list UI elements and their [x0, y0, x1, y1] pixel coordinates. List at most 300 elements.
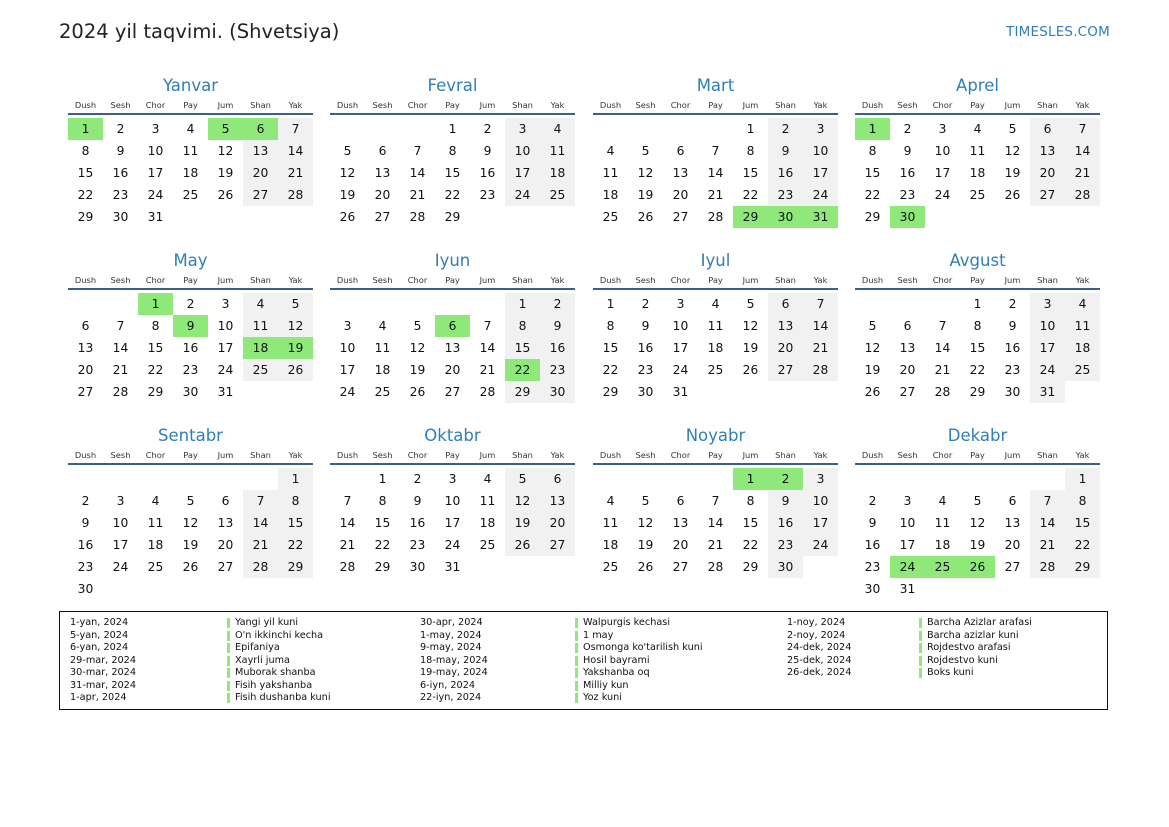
- day-cell: 15: [1065, 512, 1100, 534]
- empty-day-cell: [925, 578, 960, 600]
- holiday-name: Epifaniya: [235, 642, 280, 653]
- day-cell: 5: [505, 468, 540, 490]
- day-cell: 27: [444, 385, 461, 399]
- month-name: Avgust: [949, 251, 1006, 270]
- weekday-label: Pay: [445, 100, 460, 110]
- holiday-day-cell: 1: [855, 118, 890, 140]
- week-row: [855, 490, 1100, 512]
- empty-day-cell: [540, 556, 575, 578]
- holiday-date: 1-apr, 2024: [70, 692, 127, 703]
- day-cell: 26: [864, 385, 881, 399]
- day-cell: 11: [147, 516, 164, 530]
- day-cell: 9: [81, 516, 90, 530]
- weekday-label: Jum: [217, 450, 234, 460]
- empty-day-cell: [330, 468, 365, 490]
- month-divider: [593, 113, 838, 115]
- day-cell: 17: [934, 166, 951, 180]
- weekday-label: Yak: [1075, 100, 1090, 110]
- empty-day-cell: [768, 381, 803, 403]
- empty-day-cell: [593, 118, 628, 140]
- month-avgust: [855, 250, 1100, 403]
- weekday-label: Chor: [670, 450, 691, 460]
- weekday-label: Sesh: [897, 450, 918, 460]
- day-cell: 28: [479, 385, 496, 399]
- week-row: [593, 118, 838, 140]
- day-cell: 19: [339, 188, 356, 202]
- day-cell: 13: [1030, 140, 1065, 162]
- day-cell: 30: [540, 381, 575, 403]
- day-cell: 16: [409, 516, 426, 530]
- day-cell: 29: [278, 556, 313, 578]
- day-cell: 3: [803, 468, 838, 490]
- day-cell: 16: [112, 166, 129, 180]
- holiday-date: 2-noy, 2024: [787, 629, 846, 641]
- day-cell: 15: [374, 516, 391, 530]
- holiday-dates-column: [70, 617, 136, 705]
- holiday-name: Yangi yil kuni: [235, 617, 299, 628]
- day-cell: 8: [1065, 490, 1100, 512]
- weekday-header: [593, 97, 838, 113]
- weekday-label: Sesh: [110, 275, 131, 285]
- empty-day-cell: [470, 293, 505, 315]
- empty-day-cell: [243, 468, 278, 490]
- weekday-label: Shan: [1037, 100, 1058, 110]
- empty-day-cell: [855, 468, 890, 490]
- day-cell: 29: [444, 210, 461, 224]
- holiday-marker: [227, 656, 230, 666]
- month-divider: [68, 463, 313, 465]
- weekday-label: Shan: [775, 450, 796, 460]
- day-cell: 8: [448, 144, 457, 158]
- month-divider: [330, 113, 575, 115]
- day-cell: 27: [1030, 184, 1065, 206]
- weekday-label: Chor: [932, 450, 953, 460]
- day-cell: 25: [243, 359, 278, 381]
- day-cell: 11: [602, 516, 619, 530]
- holiday-day-cell: 1: [68, 118, 103, 140]
- day-cell: 1: [505, 293, 540, 315]
- empty-day-cell: [593, 468, 628, 490]
- day-cell: 16: [77, 538, 94, 552]
- weekday-label: Sesh: [372, 100, 393, 110]
- day-cell: 31: [1030, 381, 1065, 403]
- day-cell: 22: [742, 188, 759, 202]
- holiday-name: Fisih dushanba kuni: [235, 692, 331, 703]
- day-cell: 5: [278, 293, 313, 315]
- weekday-label: Pay: [183, 275, 198, 285]
- day-cell: 15: [278, 512, 313, 534]
- day-cell: 10: [339, 341, 356, 355]
- day-cell: 27: [899, 385, 916, 399]
- empty-day-cell: [1065, 206, 1100, 228]
- day-cell: 8: [151, 319, 160, 333]
- weekday-header: [68, 447, 313, 463]
- week-row: [330, 206, 575, 228]
- day-cell: 12: [278, 315, 313, 337]
- weekday-label: Dush: [336, 450, 359, 460]
- empty-day-cell: [663, 118, 698, 140]
- week-row: [68, 468, 313, 490]
- weekday-label: Jum: [742, 100, 759, 110]
- month-divider: [855, 113, 1100, 115]
- day-cell: 28: [803, 359, 838, 381]
- day-cell: 9: [768, 140, 803, 162]
- holiday-name: Barcha azizlar kuni: [927, 629, 1019, 641]
- day-cell: 7: [711, 494, 720, 508]
- holiday-day-cell: 6: [243, 118, 278, 140]
- holiday-date: 6-yan, 2024: [70, 642, 129, 653]
- day-cell: 5: [641, 144, 650, 158]
- day-cell: 26: [182, 560, 199, 574]
- empty-day-cell: [698, 381, 733, 403]
- weekday-label: Dush: [336, 275, 359, 285]
- holiday-name: Hosil bayrami: [583, 654, 650, 666]
- weekday-label: Chor: [145, 275, 166, 285]
- holiday-name: Rojdestvo kuni: [927, 654, 998, 666]
- holiday-day-cell: 30: [768, 206, 803, 228]
- day-cell: 14: [409, 166, 426, 180]
- week-row: [68, 140, 313, 162]
- day-cell: 9: [641, 319, 650, 333]
- holiday-marker: [575, 681, 578, 691]
- empty-day-cell: [330, 118, 365, 140]
- day-cell: 26: [339, 210, 356, 224]
- day-cell: 12: [505, 490, 540, 512]
- day-cell: 13: [1004, 516, 1021, 530]
- day-cell: 1: [378, 472, 387, 486]
- holiday-day-cell: 24: [890, 556, 925, 578]
- empty-day-cell: [400, 118, 435, 140]
- empty-day-cell: [1030, 578, 1065, 600]
- weekday-label: Yak: [1075, 275, 1090, 285]
- weekday-header: [593, 272, 838, 288]
- weekday-label: Shan: [1037, 450, 1058, 460]
- weekday-label: Yak: [1075, 450, 1090, 460]
- holiday-day-cell: 31: [803, 206, 838, 228]
- weekday-label: Dush: [336, 100, 359, 110]
- day-cell: 30: [77, 582, 94, 596]
- empty-day-cell: [960, 578, 995, 600]
- holiday-marker: [227, 693, 230, 703]
- day-cell: 22: [1065, 534, 1100, 556]
- day-cell: 20: [768, 337, 803, 359]
- holiday-name: Muborak shanba: [235, 667, 316, 678]
- weekday-label: Yak: [550, 450, 565, 460]
- holiday-date: 22-iyn, 2024: [420, 692, 482, 703]
- day-cell: 26: [217, 188, 234, 202]
- day-cell: 27: [1004, 560, 1021, 574]
- day-cell: 3: [1030, 293, 1065, 315]
- day-cell: 25: [182, 188, 199, 202]
- day-cell: 13: [243, 140, 278, 162]
- weekday-label: Yak: [288, 275, 303, 285]
- day-cell: 17: [339, 363, 356, 377]
- day-cell: 10: [505, 140, 540, 162]
- weekday-label: Pay: [708, 275, 723, 285]
- week-row: [593, 293, 838, 315]
- day-cell: 7: [711, 144, 720, 158]
- day-cell: 15: [444, 166, 461, 180]
- day-cell: 20: [672, 188, 689, 202]
- empty-day-cell: [173, 468, 208, 490]
- day-cell: 7: [1030, 490, 1065, 512]
- week-row: [855, 315, 1100, 337]
- day-cell: 14: [112, 341, 129, 355]
- empty-day-cell: [925, 206, 960, 228]
- day-cell: 1: [278, 468, 313, 490]
- weekday-label: Pay: [445, 450, 460, 460]
- week-row: [855, 468, 1100, 490]
- day-cell: 14: [934, 341, 951, 355]
- week-row: [593, 490, 838, 512]
- day-cell: 18: [602, 188, 619, 202]
- weekday-label: Shan: [1037, 275, 1058, 285]
- week-row: [593, 140, 838, 162]
- holiday-day-cell: 19: [278, 337, 313, 359]
- day-cell: 21: [934, 363, 951, 377]
- day-cell: 19: [864, 363, 881, 377]
- day-cell: 20: [374, 188, 391, 202]
- empty-day-cell: [1065, 578, 1100, 600]
- day-cell: 7: [803, 293, 838, 315]
- day-cell: 31: [899, 582, 916, 596]
- day-cell: 15: [602, 341, 619, 355]
- day-cell: 17: [147, 166, 164, 180]
- holiday-name: Walpurgis kechasi: [583, 617, 671, 628]
- holiday-dates-column: [787, 617, 851, 680]
- day-cell: 25: [707, 363, 724, 377]
- empty-day-cell: [173, 578, 208, 600]
- week-row: [855, 381, 1100, 403]
- week-row: [593, 162, 838, 184]
- day-cell: 26: [742, 363, 759, 377]
- empty-day-cell: [890, 293, 925, 315]
- week-row: [855, 206, 1100, 228]
- weekday-label: Jum: [1004, 450, 1021, 460]
- month-name: Iyun: [434, 251, 471, 270]
- day-cell: 23: [409, 538, 426, 552]
- day-cell: 5: [641, 494, 650, 508]
- month-mart: [593, 75, 838, 228]
- week-row: [593, 534, 838, 556]
- week-row: [593, 468, 838, 490]
- day-cell: 2: [768, 118, 803, 140]
- week-row: [593, 206, 838, 228]
- week-row: [330, 184, 575, 206]
- holiday-date: 1-noy, 2024: [787, 617, 846, 628]
- day-cell: 20: [444, 363, 461, 377]
- day-cell: 4: [540, 118, 575, 140]
- month-name: Noyabr: [685, 426, 746, 445]
- weekday-label: Jum: [1004, 100, 1021, 110]
- day-cell: 3: [343, 319, 352, 333]
- day-cell: 10: [803, 490, 838, 512]
- day-cell: 24: [339, 385, 356, 399]
- day-cell: 18: [479, 516, 496, 530]
- brand-link[interactable]: TIMESLES.COM: [1006, 24, 1110, 40]
- holiday-day-cell: 18: [243, 337, 278, 359]
- weekday-header: [330, 447, 575, 463]
- day-cell: 16: [1004, 341, 1021, 355]
- weekday-label: Sesh: [372, 450, 393, 460]
- day-cell: 9: [116, 144, 125, 158]
- day-cell: 20: [243, 162, 278, 184]
- holiday-list: [59, 611, 1108, 710]
- month-name: Fevral: [427, 76, 478, 95]
- empty-day-cell: [505, 556, 540, 578]
- weekday-label: Sesh: [372, 275, 393, 285]
- month-divider: [68, 113, 313, 115]
- empty-day-cell: [698, 118, 733, 140]
- weekday-label: Sesh: [897, 100, 918, 110]
- holiday-date: 6-iyn, 2024: [420, 679, 476, 691]
- day-cell: 20: [217, 538, 234, 552]
- day-cell: 8: [746, 494, 755, 508]
- day-cell: 21: [707, 188, 724, 202]
- weekday-label: Jum: [217, 100, 234, 110]
- day-cell: 3: [676, 297, 685, 311]
- day-cell: 16: [768, 512, 803, 534]
- day-cell: 21: [707, 538, 724, 552]
- holiday-name: Boks kuni: [927, 667, 974, 678]
- day-cell: 6: [81, 319, 90, 333]
- week-row: [68, 184, 313, 206]
- page-title: 2024 yil taqvimi. (Shvetsiya): [59, 20, 340, 43]
- weekday-label: Pay: [445, 275, 460, 285]
- day-cell: 4: [973, 122, 982, 136]
- day-cell: 23: [540, 359, 575, 381]
- holiday-marker: [227, 631, 230, 641]
- day-cell: 11: [602, 166, 619, 180]
- empty-day-cell: [925, 468, 960, 490]
- day-cell: 28: [1030, 556, 1065, 578]
- day-cell: 27: [374, 210, 391, 224]
- day-cell: 7: [243, 490, 278, 512]
- weekday-label: Dush: [599, 450, 622, 460]
- day-cell: 2: [1008, 297, 1017, 311]
- day-cell: 17: [112, 538, 129, 552]
- day-cell: 28: [934, 385, 951, 399]
- empty-day-cell: [628, 468, 663, 490]
- weekday-label: Chor: [670, 100, 691, 110]
- weekday-label: Chor: [407, 275, 428, 285]
- holiday-marker: [919, 618, 922, 628]
- holiday-dates-column: [420, 617, 488, 705]
- day-cell: 7: [278, 118, 313, 140]
- day-cell: 25: [602, 210, 619, 224]
- weekday-label: Yak: [288, 450, 303, 460]
- day-cell: 19: [409, 363, 426, 377]
- day-cell: 21: [278, 162, 313, 184]
- month-name: Aprel: [956, 76, 999, 95]
- week-row: [330, 293, 575, 315]
- month-sentabr: [68, 425, 313, 600]
- holiday-name: Osmonga ko'tarilish kuni: [583, 642, 703, 653]
- empty-day-cell: [365, 118, 400, 140]
- empty-day-cell: [208, 468, 243, 490]
- day-cell: 23: [479, 188, 496, 202]
- day-cell: 17: [505, 162, 540, 184]
- weekday-label: Yak: [550, 100, 565, 110]
- day-cell: 6: [676, 494, 685, 508]
- day-cell: 11: [182, 144, 199, 158]
- empty-day-cell: [138, 468, 173, 490]
- weekday-label: Yak: [813, 275, 828, 285]
- day-cell: 8: [868, 144, 877, 158]
- empty-day-cell: [365, 293, 400, 315]
- day-cell: 6: [1030, 118, 1065, 140]
- empty-day-cell: [890, 468, 925, 490]
- day-cell: 9: [413, 494, 422, 508]
- week-row: [593, 337, 838, 359]
- holiday-marker-bar: [575, 618, 578, 704]
- day-cell: 24: [803, 534, 838, 556]
- day-cell: 2: [186, 297, 195, 311]
- day-cell: 24: [803, 184, 838, 206]
- weekday-label: Jum: [217, 275, 234, 285]
- day-cell: 18: [1065, 337, 1100, 359]
- day-cell: 27: [243, 184, 278, 206]
- day-cell: 22: [147, 363, 164, 377]
- week-row: [855, 359, 1100, 381]
- week-row: [855, 140, 1100, 162]
- day-cell: 6: [221, 494, 230, 508]
- month-name: Mart: [696, 76, 735, 95]
- empty-day-cell: [698, 468, 733, 490]
- day-cell: 18: [707, 341, 724, 355]
- day-cell: 13: [899, 341, 916, 355]
- week-row: [593, 359, 838, 381]
- weekday-label: Dush: [74, 100, 97, 110]
- holiday-date: 26-dek, 2024: [787, 667, 852, 678]
- weekday-header: [68, 97, 313, 113]
- day-cell: 13: [77, 341, 94, 355]
- day-cell: 19: [969, 538, 986, 552]
- day-cell: 20: [77, 363, 94, 377]
- day-cell: 19: [742, 341, 759, 355]
- weekday-label: Dush: [74, 275, 97, 285]
- day-cell: 13: [540, 490, 575, 512]
- day-cell: 5: [868, 319, 877, 333]
- day-cell: 16: [768, 162, 803, 184]
- day-cell: 17: [444, 516, 461, 530]
- day-cell: 12: [1004, 144, 1021, 158]
- day-cell: 15: [742, 516, 759, 530]
- day-cell: 16: [182, 341, 199, 355]
- empty-day-cell: [1065, 381, 1100, 403]
- holiday-day-cell: 30: [890, 206, 925, 228]
- week-row: [68, 359, 313, 381]
- weekday-label: Sesh: [110, 100, 131, 110]
- holiday-marker: [575, 643, 578, 653]
- holiday-day-cell: 29: [733, 206, 768, 228]
- holiday-day-cell: 5: [208, 118, 243, 140]
- day-cell: 1: [448, 122, 457, 136]
- day-cell: 26: [505, 534, 540, 556]
- day-cell: 12: [969, 516, 986, 530]
- holiday-marker-bar: [227, 618, 230, 704]
- empty-day-cell: [663, 468, 698, 490]
- weekday-label: Dush: [861, 100, 884, 110]
- day-cell: 14: [707, 166, 724, 180]
- day-cell: 21: [1030, 534, 1065, 556]
- holiday-names-column: [927, 617, 1032, 680]
- day-cell: 31: [672, 385, 689, 399]
- day-cell: 7: [1065, 118, 1100, 140]
- holiday-date: 29-mar, 2024: [70, 654, 136, 666]
- month-fevral: [330, 75, 575, 228]
- day-cell: 5: [413, 319, 422, 333]
